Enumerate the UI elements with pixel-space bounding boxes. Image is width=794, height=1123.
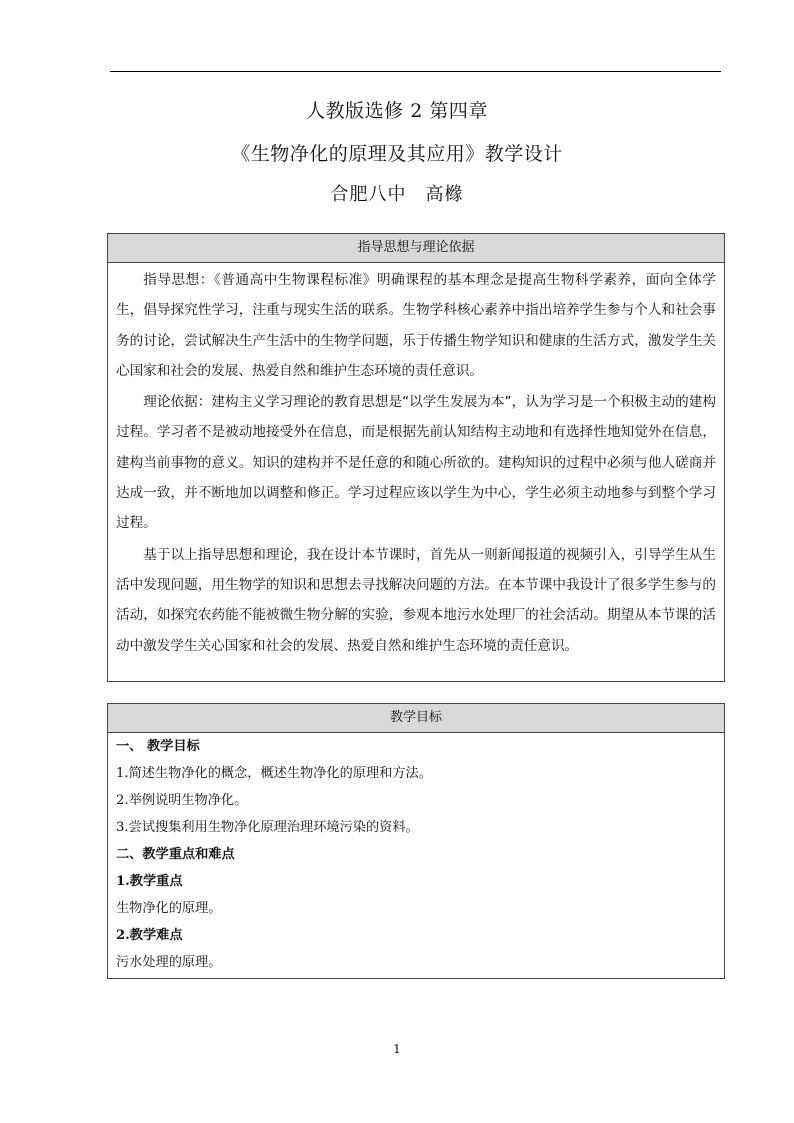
objectives-section-heading: 一、 教学目标: [116, 739, 200, 754]
header-rule: [110, 71, 721, 72]
teaching-objectives-heading: 教学目标: [108, 704, 724, 733]
key-points-section-heading: 二、教学重点和难点: [116, 847, 235, 862]
difficult-point-text: 污水处理的原理。: [116, 955, 222, 970]
guiding-ideas-heading: 指导思想与理论依据: [108, 234, 724, 263]
objective-item: 2.举例说明生物净化。: [116, 793, 248, 808]
difficult-point-subheading: 2.教学难点: [116, 928, 183, 943]
paragraph-guiding-thought: 指导思想：《普通高中生物课程标准》明确课程的基本理念是提高生物科学素养，面向全体学生，倡导探究性学习，注重与现实生活的联系。生物学科核心素养中指出培养学生参与个人和社会事务的讨论，尝试解决生产生活中的生物学问题，乐于传播生物学知识和健康的生活方式，激发学生关心国家和社会的发展、热爱自然和维护生态环境的责任意识。: [116, 272, 716, 379]
document-author: 合肥八中 高橼: [330, 184, 464, 205]
page-number: 1: [393, 1042, 401, 1056]
key-point-text: 生物净化的原理。: [116, 901, 222, 916]
guiding-ideas-table: [107, 233, 725, 682]
teaching-objectives-table: [107, 703, 725, 979]
paragraph-theory-basis: 理论依据：建构主义学习理论的教育思想是“以学生发展为本”，认为学习是一个积极主动的建构过程。学习者不是被动地接受外在信息，而是根据先前认知结构主动地和有选择性地知觉外在信息，建构当前事物的意义。知识的建构并不是任意的和随心所欲的。建构知识的过程中必须与他人磋商并达成一致，并不断地加以调整和修正。学习过程应该以学生为中心，学生必须主动地参与到整个学习过程。: [116, 394, 716, 532]
objective-item: 1.简述生物净化的概念，概述生物净化的原理和方法。: [116, 766, 432, 781]
teaching-objectives-content: [108, 733, 724, 976]
objective-item: 3.尝试搜集利用生物净化原理治理环境污染的资料。: [116, 820, 419, 835]
paragraph-design-summary: 基于以上指导思想和理论，我在设计本节课时，首先从一则新闻报道的视频引入，引导学生从生活中发现问题，用生物学的知识和思想去寻找解决问题的方法。在本节课中我设计了很多学生参与的活动，如探究农药能不能被微生物分解的实验，参观本地污水处理厂的社会活动。期望从本节课的活动中激发学生关心国家和社会的发展、热爱自然和维护生态环境的责任意识。: [116, 546, 716, 654]
key-point-subheading: 1.教学重点: [116, 874, 183, 889]
document-title: 《生物净化的原理及其应用》教学设计: [231, 143, 563, 165]
guiding-ideas-content: [108, 263, 724, 661]
document-series-title: 人教版选修 2 第四章: [306, 100, 488, 122]
